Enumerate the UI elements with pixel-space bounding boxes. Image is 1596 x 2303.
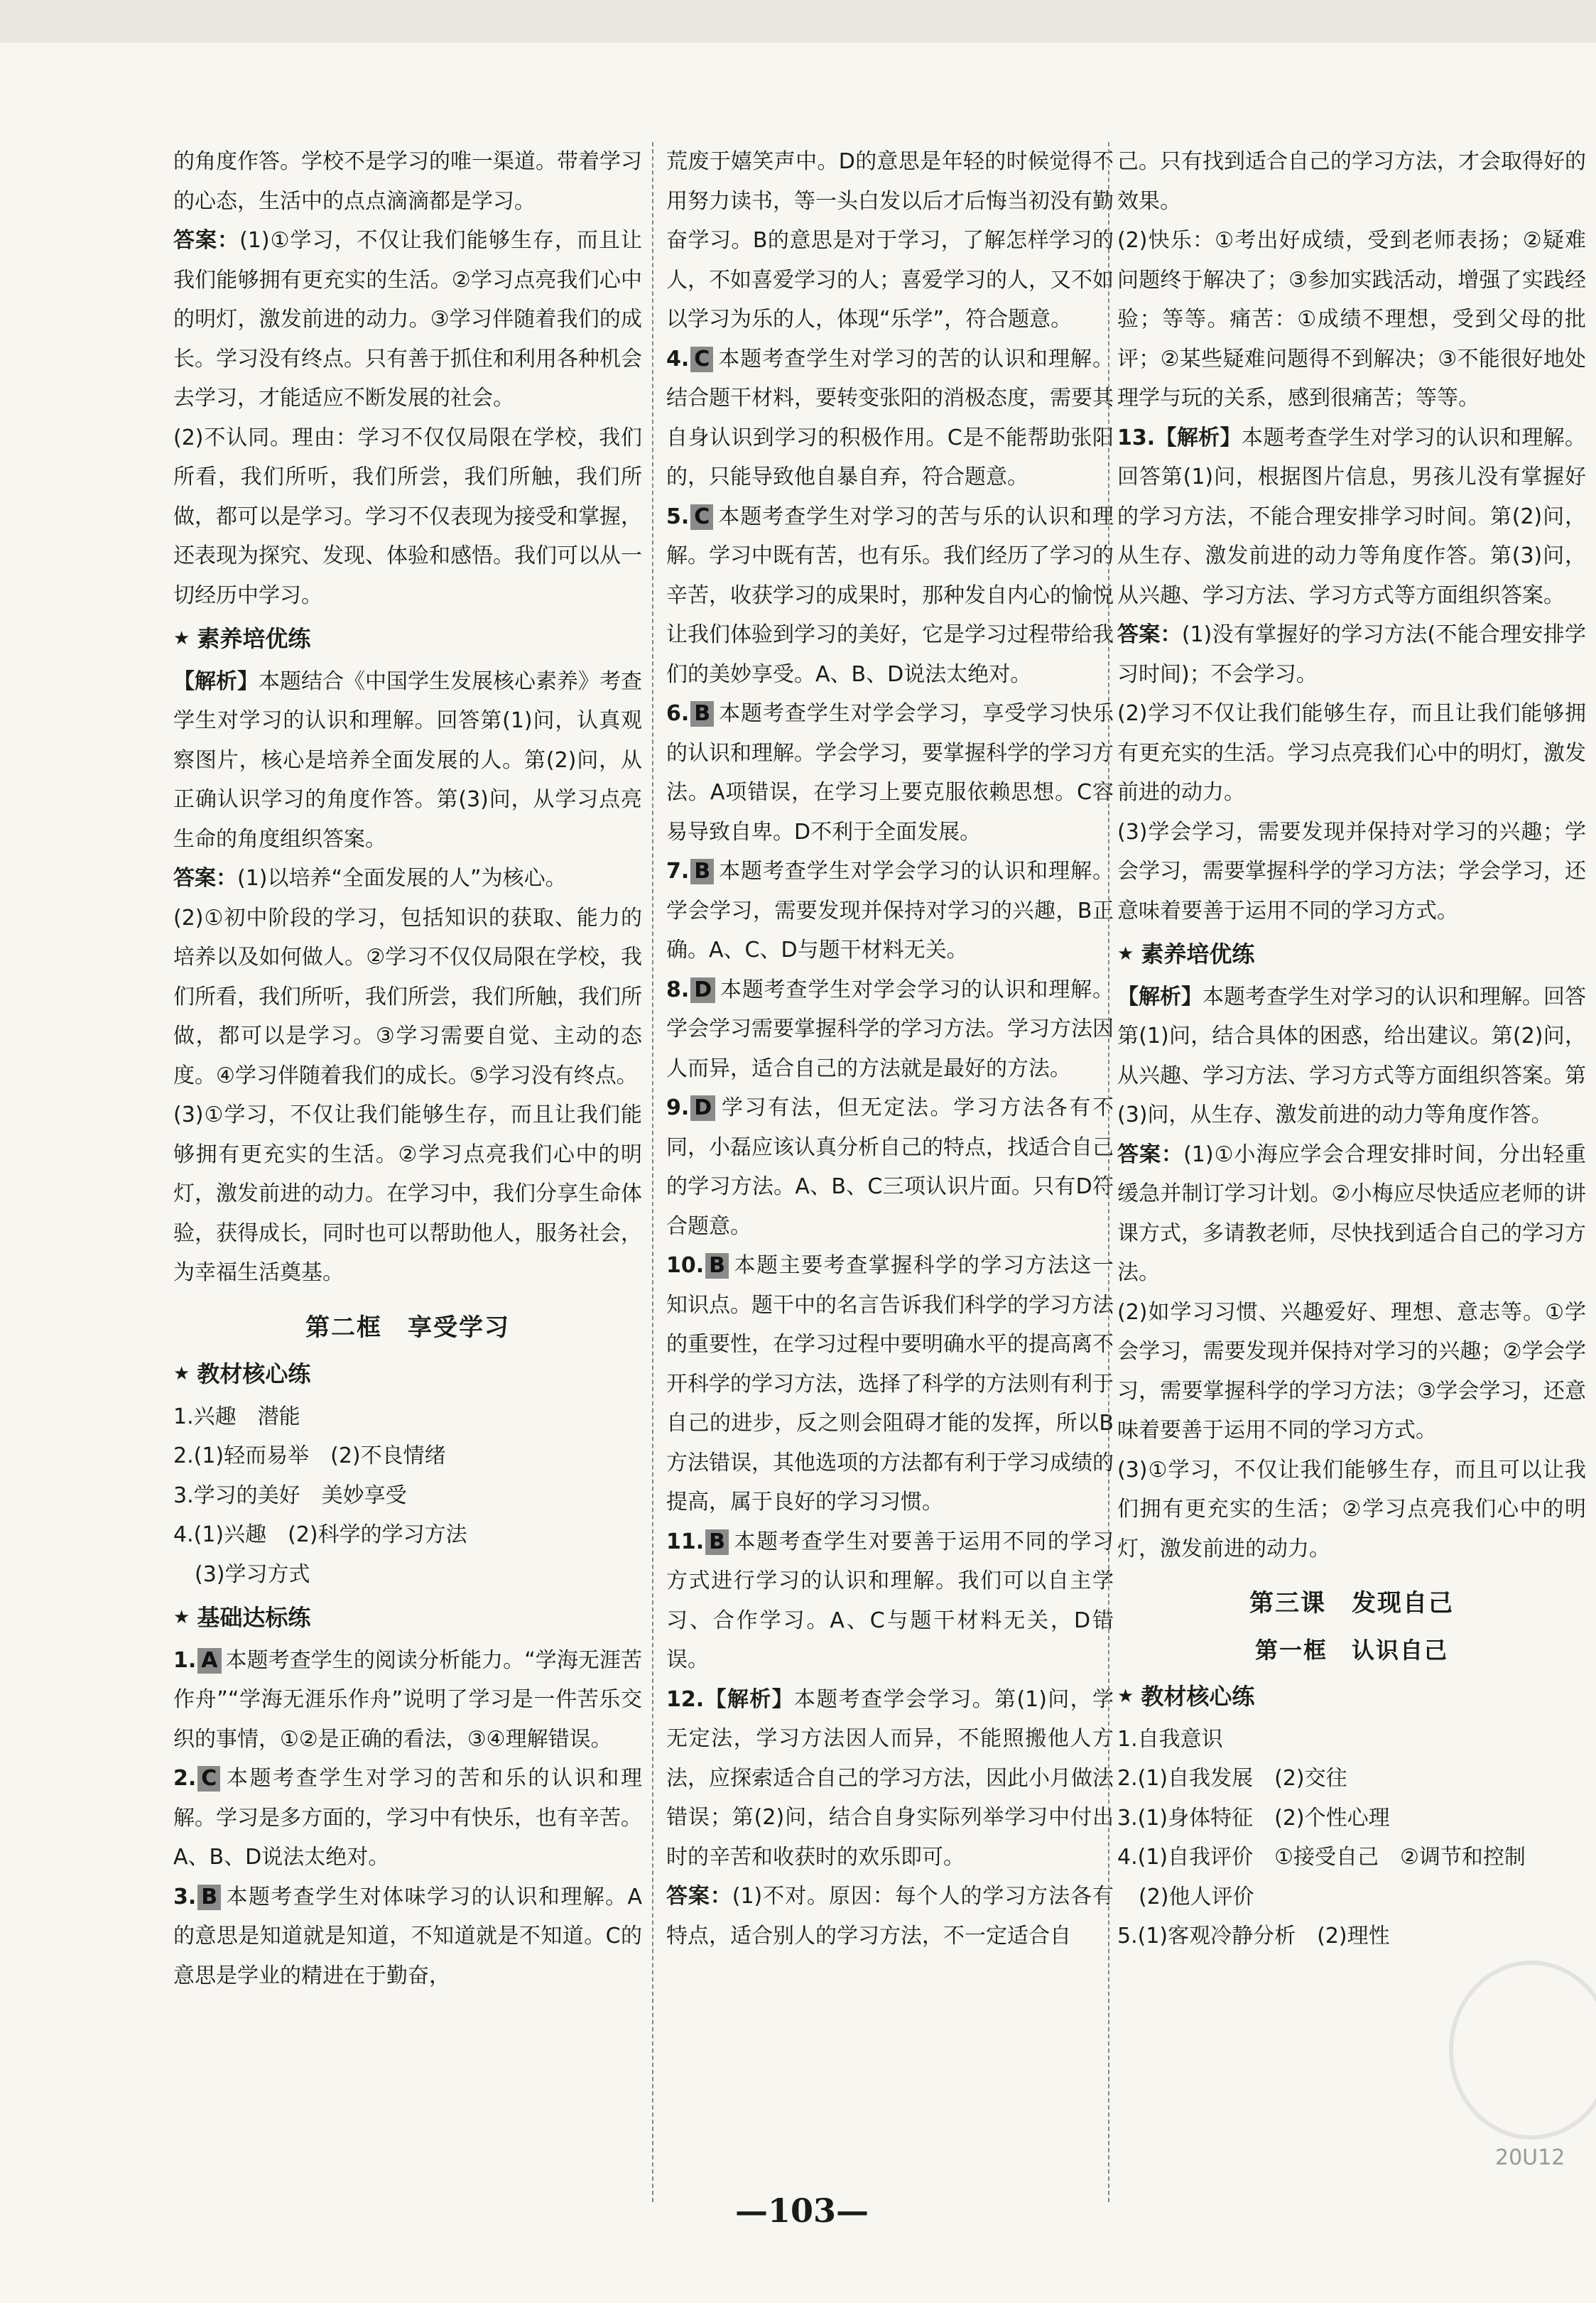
- answer-1: 答案：(1)①小海应学会合理安排时间，分出轻重缓急并制订学习计划。②小梅应尽快适应老师的讲课方式，多请教老师，尽快找到适合自己的学习方法。: [1117, 1142, 1587, 1285]
- core-list: [1117, 1720, 1586, 1956]
- list-item: 3.(1)身体特征 (2)个性心理: [1117, 1805, 1390, 1831]
- section-heading: ★ 素养培优练: [1117, 935, 1586, 975]
- core-list: [173, 1397, 642, 1595]
- answer-1: 答案：(1)①学习，不仅让我们能够生存，而且让我们能够拥有更充实的生活。②学习点亮我们心中的明灯，激发前进的动力。③学习伴随着我们的成长。学习没有终点。只有善于抓住和利用各种机会去学习，才能适应不断发展的社会。: [173, 228, 643, 411]
- question-2: 2. C 本题考查学生对学习的苦和乐的认识和理解。学习是多方面的，学习中有快乐，也有辛苦。A、B、D说法太绝对。: [173, 1766, 642, 1870]
- seal-stamp: [1449, 1961, 1596, 2140]
- section-heading: ★ 素养培优练: [173, 619, 642, 659]
- answer-12: 答案：(1)不对。原因：每个人的学习方法各有特点，适合别人的学习方法，不一定适合自: [666, 1884, 1114, 1949]
- question-8: 8. D 本题考查学生对学会学习的认识和理解。学会学习需要掌握科学的学习方法。学习方法因人而异，适合自己的方法就是最好的方法。: [666, 977, 1114, 1081]
- question-9: 9. D 学习有法，但无定法。学习方法各有不同，小磊应该认真分析自己的特点，找适合自己的学习方法。A、B、C三项认识片面。只有D符合题意。: [666, 1095, 1114, 1239]
- list-item: 4.(1)自我评价 ①接受自己 ②调节和控制: [1117, 1845, 1526, 1870]
- answer-4: (2)①初中阶段的学习，包括知识的获取、能力的培养以及如何做人。②学习不仅仅局限在学校，我们所看，我们所听，我们所尝，我们所触，我们所做，都可以是学习。③学习需要自觉、主动的态度。④学习伴随着我们的成长。⑤学习没有终点。: [173, 905, 642, 1088]
- question-1: 1. A 本题考查学生的阅读分析能力。“学海无涯苦作舟”“学海无涯乐作舟”说明了学习是一件苦乐交织的事情，①②是正确的看法，③④理解错误。: [173, 1647, 642, 1752]
- star-icon: ★: [173, 628, 190, 649]
- list-item: 1.兴趣 潜能: [173, 1404, 300, 1429]
- list-item: 3.学习的美好 美妙享受: [173, 1483, 407, 1508]
- star-icon: ★: [1117, 943, 1134, 965]
- question-4: 4. C 本题考查学生对学习的苦的认识和理解。结合题干材料，要转变张阳的消极态度，需要其自身认识到学习的积极作用。C是不能帮助张阳的，只能导致他自暴自弃，符合题意。: [666, 346, 1114, 489]
- analysis: 【解析】本题考查学生对学习的认识和理解。回答第(1)问，结合具体的困惑，给出建议。第(2)问，从兴趣、学习方法、学习方式等方面组织答案。第(3)问，从生存、激发前进的动力等角度作答。: [1117, 984, 1586, 1127]
- star-icon: ★: [173, 1607, 190, 1628]
- frame-title: 第一框 认识自己: [1254, 1636, 1448, 1664]
- frame-title: 第二框 享受学习: [305, 1313, 510, 1342]
- page-code: 20U12: [1495, 2145, 1565, 2170]
- paragraph: (2)快乐：①考出好成绩，受到老师表扬；②疑难问题终于解决了；③参加实践活动，增强了实践经验；等等。痛苦：①成绩不理想，受到父母的批评；②某些疑难问题得不到解决；③不能很好地处理学与玩的关系，感到很痛苦；等等。: [1117, 228, 1586, 411]
- section-heading: ★ 教材核心练: [173, 1355, 642, 1394]
- list-item: 5.(1)客观冷静分析 (2)理性: [1117, 1924, 1390, 1949]
- lesson-title: 第三课 发现自己: [1249, 1589, 1454, 1617]
- list-item: 1.自我意识: [1117, 1726, 1223, 1752]
- column-3: [1117, 142, 1586, 1956]
- section-heading: ★ 教材核心练: [1117, 1677, 1586, 1717]
- answer-13-2: (2)学习不仅让我们能够生存，而且让我们能够拥有更充实的生活。学习点亮我们心中的明灯，激发前进的动力。: [1117, 701, 1586, 805]
- column-divider: [652, 142, 653, 2202]
- question-11: 11. B 本题考查学生对要善于运用不同的学习方式进行学习的认识和理解。我们可以自主学习、合作学习。A、C与题干材料无关，D错误。: [666, 1529, 1114, 1672]
- answer-2: (2)如学习习惯、兴趣爱好、理想、意志等。①学会学习，需要发现并保持对学习的兴趣；②学会学习，需要掌握科学的学习方法；③学会学习，还意味着要善于运用不同的学习方式。: [1117, 1299, 1586, 1443]
- paragraph: 的角度作答。学校不是学习的唯一渠道。带着学习的心态，生活中的点点滴滴都是学习。: [173, 149, 642, 214]
- answer-5: (3)①学习，不仅让我们能够生存，而且让我们能够拥有更充实的生活。②学习点亮我们心中的明灯，激发前进的动力。在学习中，我们分享生命体验，获得成长，同时也可以帮助他人，服务社会，为幸福生活奠基。: [173, 1102, 642, 1285]
- question-5: 5. C 本题考查学生对学习的苦与乐的认识和理解。学习中既有苦，也有乐。我们经历了学习的辛苦，收获学习的成果时，那种发自内心的愉悦让我们体验到学习的美好，它是学习过程带给我们的美妙享受。A、B、D说法太绝对。: [666, 504, 1114, 687]
- question-7: 7. B 本题考查学生对学会学习的认识和理解。学会学习，需要发现并保持对学习的兴趣，B正确。A、C、D与题干材料无关。: [666, 859, 1114, 963]
- star-icon: ★: [173, 1363, 190, 1384]
- section-heading: ★ 基础达标练: [173, 1598, 642, 1638]
- top-scan-band: [0, 0, 1596, 43]
- question-13: 13.【解析】本题考查学生对学习的认识和理解。回答第(1)问，根据图片信息，男孩儿没有掌握好的学习方法，不能合理安排学习时间。第(2)问，从生存、激发前进的动力等角度作答。第(3)问，从兴趣、学习方法、学习方式等方面组织答案。: [1117, 425, 1587, 608]
- list-item: (2)他人评价: [1139, 1884, 1254, 1909]
- list-item: 2.(1)轻而易举 (2)不良情绪: [173, 1443, 446, 1468]
- paragraph: 己。只有找到适合自己的学习方法，才会取得好的效果。: [1117, 149, 1586, 214]
- question-10: 10. B 本题主要考查掌握科学的学习方法这一知识点。题干中的名言告诉我们科学的学习方法的重要性，在学习过程中要明确水平的提高离不开科学的学习方法，选择了科学的方法则有利于自己的进步，反之则会阻碍才能的发挥，所以B方法错误，其他选项的方法都有利于学习成绩的提高，属于良好的学习习惯。: [666, 1253, 1114, 1514]
- answer-13: 答案：(1)没有掌握好的学习方法(不能合理安排学习时间)；不会学习。: [1117, 622, 1586, 687]
- list-item: 4.(1)兴趣 (2)科学的学习方法: [173, 1522, 467, 1547]
- page-number: —103—: [735, 2191, 869, 2230]
- paragraph: 荒废于嬉笑声中。D的意思是年轻的时候觉得不用努力读书，等一头白发以后才后悔当初没有勤奋学习。B的意思是对于学习，了解怎样学习的人，不如喜爱学习的人；喜爱学习的人，又不如以学习为乐的人，体现“乐学”，符合题意。: [666, 149, 1114, 332]
- answer-3: (3)①学习，不仅让我们能够生存，而且可以让我们拥有更充实的生活；②学习点亮我们心中的明灯，激发前进的动力。: [1117, 1457, 1586, 1561]
- column-2: [666, 142, 1114, 1956]
- answer-3: 答案：(1)以培养“全面发展的人”为核心。: [173, 866, 567, 891]
- column-divider: [1108, 142, 1109, 2202]
- question-3: 3. B 本题考查学生对体味学习的认识和理解。A的意思是知道就是知道，不知道就是不知道。C的意思是学业的精进在于勤奋，: [173, 1884, 642, 1988]
- answer-13-3: (3)学会学习，需要发现并保持对学习的兴趣；学会学习，需要掌握科学的学习方法；学会学习，还意味着要善于运用不同的学习方式。: [1117, 819, 1586, 923]
- column-1: [173, 142, 642, 1995]
- question-6: 6. B 本题考查学生对学会学习，享受学习快乐的认识和理解。学会学习，要掌握科学的学习方法。A项错误，在学习上要克服依赖思想。C容易导致自卑。D不利于全面发展。: [666, 701, 1114, 845]
- question-12: 12.【解析】本题考查学会学习。第(1)问，学无定法，学习方法因人而异，不能照搬他人方法，应探索适合自己的学习方法，因此小月做法错误；第(2)问，结合自身实际列举学习中付出时的辛苦和收获时的欢乐即可。: [666, 1686, 1114, 1870]
- list-item: (3)学习方式: [195, 1561, 310, 1587]
- answer-2: (2)不认同。理由：学习不仅仅局限在学校，我们所看，我们所听，我们所尝，我们所触，我们所做，都可以是学习。学习不仅表现为接受和掌握，还表现为探究、发现、体验和感悟。我们可以从一切经历中学习。: [173, 425, 642, 608]
- star-icon: ★: [1117, 1686, 1134, 1707]
- analysis: 【解析】本题结合《中国学生发展核心素养》考查学生对学习的认识和理解。回答第(1)问，认真观察图片，核心是培养全面发展的人。第(2)问，从正确认识学习的角度作答。第(3)问，从学习点亮生命的角度组织答案。: [173, 668, 642, 852]
- list-item: 2.(1)自我发展 (2)交往: [1117, 1766, 1347, 1791]
